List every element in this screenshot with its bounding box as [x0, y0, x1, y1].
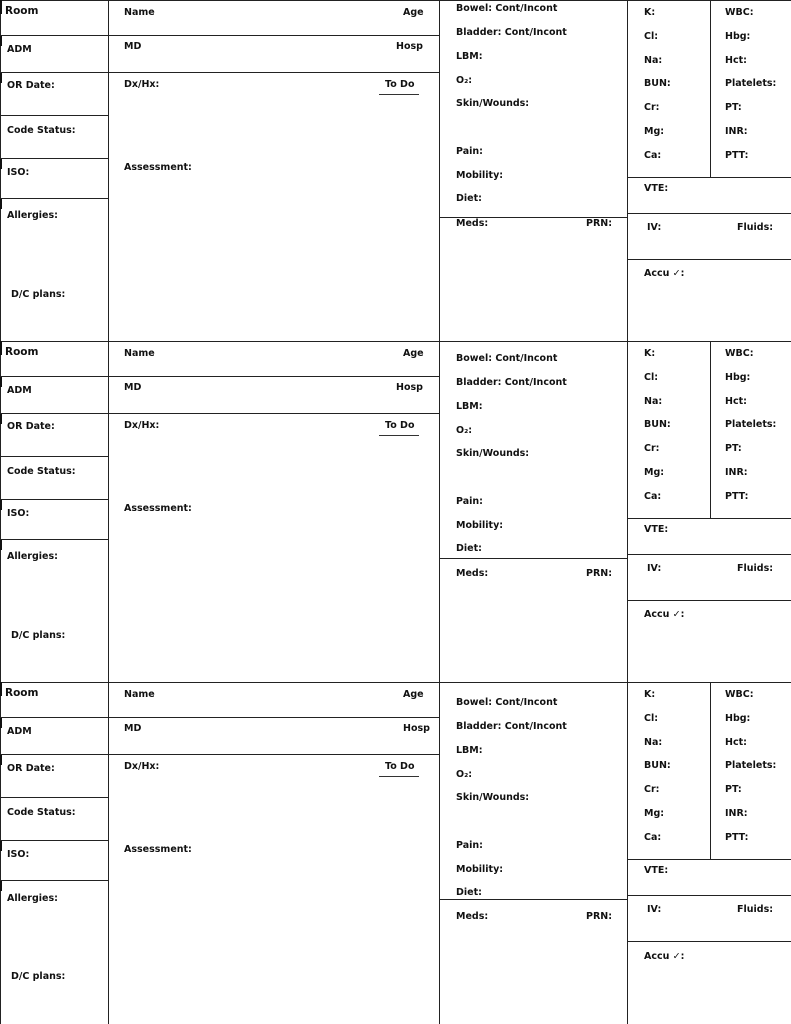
vte-label: VTE: — [644, 865, 669, 876]
hct-label: Hct: — [725, 55, 747, 66]
fluids-label: Fluids: — [737, 222, 774, 233]
divider — [627, 341, 628, 682]
divider — [0, 376, 108, 377]
hbg-label: Hbg: — [725, 31, 751, 42]
mobility-label: Mobility: — [456, 520, 504, 531]
age-label: Age — [403, 348, 424, 359]
age-label: Age — [403, 689, 424, 700]
pt-label: PT: — [725, 102, 742, 113]
fluids-label: Fluids: — [737, 563, 774, 574]
bladder-label: Bladder: Cont/Incont — [456, 377, 567, 388]
adm-label: ADM — [7, 726, 32, 737]
inr-label: INR: — [725, 808, 748, 819]
iso-label: ISO: — [7, 849, 30, 860]
divider — [108, 72, 439, 73]
assessment-label: Assessment: — [124, 503, 192, 514]
assessment-label: Assessment: — [124, 844, 192, 855]
to-do-underline — [379, 776, 419, 777]
dc-plans-label: D/C plans: — [11, 289, 66, 300]
ptt-label: PTT: — [725, 491, 749, 502]
platelets-label: Platelets: — [725, 419, 777, 430]
dx-hx-label: Dx/Hx: — [124, 761, 160, 772]
tick-mark — [0, 199, 2, 209]
lbm-label: LBM: — [456, 51, 483, 62]
bladder-label: Bladder: Cont/Incont — [456, 721, 567, 732]
divider — [0, 72, 108, 73]
divider — [627, 0, 628, 341]
o2-label: O₂: — [456, 769, 473, 780]
divider — [627, 259, 791, 260]
skin-wounds-label: Skin/Wounds: — [456, 448, 530, 459]
divider — [439, 682, 440, 1024]
pain-label: Pain: — [456, 840, 483, 851]
divider — [0, 413, 108, 414]
divider — [627, 895, 791, 896]
accu-check-label: Accu ✓: — [644, 951, 685, 962]
divider — [0, 341, 1, 682]
adm-label: ADM — [7, 44, 32, 55]
divider — [108, 0, 109, 341]
name-label: Name — [124, 348, 155, 359]
mg-label: Mg: — [644, 467, 665, 478]
tick-mark — [0, 0, 2, 14]
bun-label: BUN: — [644, 78, 671, 89]
name-label: Name — [124, 689, 155, 700]
divider — [108, 341, 109, 682]
bladder-label: Bladder: Cont/Incont — [456, 27, 567, 38]
divider — [0, 717, 108, 718]
divider — [0, 158, 108, 159]
room-label: Room — [5, 346, 39, 358]
divider — [627, 554, 791, 555]
wbc-label: WBC: — [725, 348, 754, 359]
prn-label: PRN: — [586, 568, 613, 579]
ca-label: Ca: — [644, 491, 662, 502]
fluids-label: Fluids: — [737, 904, 774, 915]
wbc-label: WBC: — [725, 689, 754, 700]
divider — [439, 0, 440, 341]
sheet-frame — [0, 682, 791, 1023]
lbm-label: LBM: — [456, 745, 483, 756]
divider — [0, 797, 108, 798]
diet-label: Diet: — [456, 887, 482, 898]
code-status-label: Code Status: — [7, 466, 76, 477]
allergies-label: Allergies: — [7, 210, 58, 221]
cr-label: Cr: — [644, 784, 660, 795]
skin-wounds-label: Skin/Wounds: — [456, 792, 530, 803]
hbg-label: Hbg: — [725, 372, 751, 383]
patient-sheet — [0, 682, 791, 1023]
or-date-label: OR Date: — [7, 763, 55, 774]
k-label: K: — [644, 348, 656, 359]
pain-label: Pain: — [456, 146, 483, 157]
adm-label: ADM — [7, 385, 32, 396]
tick-mark — [0, 841, 2, 851]
pain-label: Pain: — [456, 496, 483, 507]
accu-check-label: Accu ✓: — [644, 609, 685, 620]
k-label: K: — [644, 689, 656, 700]
divider — [0, 456, 108, 457]
bun-label: BUN: — [644, 419, 671, 430]
ptt-label: PTT: — [725, 150, 749, 161]
wbc-label: WBC: — [725, 7, 754, 18]
to-do-label: To Do — [385, 79, 415, 90]
ptt-label: PTT: — [725, 832, 749, 843]
tick-mark — [0, 540, 2, 550]
to-do-underline — [379, 435, 419, 436]
md-label: MD — [124, 382, 142, 393]
diet-label: Diet: — [456, 543, 482, 554]
patient-sheet — [0, 0, 791, 341]
dc-plans-label: D/C plans: — [11, 971, 66, 982]
lbm-label: LBM: — [456, 401, 483, 412]
skin-wounds-label: Skin/Wounds: — [456, 98, 530, 109]
tick-mark — [0, 718, 2, 728]
inr-label: INR: — [725, 467, 748, 478]
prn-label: PRN: — [586, 911, 613, 922]
code-status-label: Code Status: — [7, 125, 76, 136]
bun-label: BUN: — [644, 760, 671, 771]
iv-label: IV: — [647, 904, 662, 915]
divider — [0, 682, 1, 1024]
code-status-label: Code Status: — [7, 807, 76, 818]
divider — [108, 754, 439, 755]
divider — [439, 558, 627, 559]
divider — [0, 341, 791, 342]
ca-label: Ca: — [644, 832, 662, 843]
tick-mark — [0, 159, 2, 169]
na-label: Na: — [644, 55, 663, 66]
name-label: Name — [124, 7, 155, 18]
tick-mark — [0, 881, 2, 891]
divider — [0, 880, 108, 881]
platelets-label: Platelets: — [725, 760, 777, 771]
cl-label: Cl: — [644, 31, 659, 42]
cr-label: Cr: — [644, 102, 660, 113]
cr-label: Cr: — [644, 443, 660, 454]
divider — [108, 413, 439, 414]
mg-label: Mg: — [644, 126, 665, 137]
hosp-label: Hosp — [403, 723, 430, 734]
tick-mark — [0, 755, 2, 765]
vte-label: VTE: — [644, 183, 669, 194]
divider — [710, 0, 711, 177]
divider — [0, 198, 108, 199]
dx-hx-label: Dx/Hx: — [124, 79, 160, 90]
mg-label: Mg: — [644, 808, 665, 819]
prn-label: PRN: — [586, 218, 613, 229]
divider — [627, 859, 791, 860]
dc-plans-label: D/C plans: — [11, 630, 66, 641]
divider — [627, 600, 791, 601]
tick-mark — [0, 341, 2, 355]
divider — [0, 840, 108, 841]
tick-mark — [0, 377, 2, 387]
hct-label: Hct: — [725, 737, 747, 748]
iv-label: IV: — [647, 563, 662, 574]
divider — [0, 35, 108, 36]
platelets-label: Platelets: — [725, 78, 777, 89]
or-date-label: OR Date: — [7, 421, 55, 432]
md-label: MD — [124, 723, 142, 734]
room-label: Room — [5, 687, 39, 699]
patient-sheet — [0, 341, 791, 682]
divider — [627, 682, 628, 1024]
inr-label: INR: — [725, 126, 748, 137]
allergies-label: Allergies: — [7, 893, 58, 904]
iso-label: ISO: — [7, 167, 30, 178]
ca-label: Ca: — [644, 150, 662, 161]
room-label: Room — [5, 5, 39, 17]
k-label: K: — [644, 7, 656, 18]
diet-label: Diet: — [456, 193, 482, 204]
tick-mark — [0, 500, 2, 510]
md-label: MD — [124, 41, 142, 52]
divider — [627, 941, 791, 942]
cl-label: Cl: — [644, 372, 659, 383]
bowel-label: Bowel: Cont/Incont — [456, 353, 558, 364]
divider — [0, 499, 108, 500]
iso-label: ISO: — [7, 508, 30, 519]
mobility-label: Mobility: — [456, 864, 504, 875]
bowel-label: Bowel: Cont/Incont — [456, 3, 558, 14]
o2-label: O₂: — [456, 425, 473, 436]
divider — [108, 376, 439, 377]
age-label: Age — [403, 7, 424, 18]
divider — [0, 682, 791, 683]
assessment-label: Assessment: — [124, 162, 192, 173]
or-date-label: OR Date: — [7, 80, 55, 91]
divider — [0, 0, 1, 341]
na-label: Na: — [644, 396, 663, 407]
allergies-label: Allergies: — [7, 551, 58, 562]
divider — [0, 539, 108, 540]
meds-label: Meds: — [456, 568, 489, 579]
divider — [439, 341, 440, 682]
to-do-underline — [379, 94, 419, 95]
divider — [0, 0, 791, 1]
o2-label: O₂: — [456, 75, 473, 86]
iv-label: IV: — [647, 222, 662, 233]
divider — [439, 899, 627, 900]
meds-label: Meds: — [456, 218, 489, 229]
divider — [710, 341, 711, 518]
divider — [0, 754, 108, 755]
tick-mark — [0, 414, 2, 424]
tick-mark — [0, 73, 2, 83]
pt-label: PT: — [725, 784, 742, 795]
accu-check-label: Accu ✓: — [644, 268, 685, 279]
divider — [627, 518, 791, 519]
divider — [108, 35, 439, 36]
to-do-label: To Do — [385, 761, 415, 772]
divider — [627, 213, 791, 214]
divider — [627, 177, 791, 178]
bowel-label: Bowel: Cont/Incont — [456, 697, 558, 708]
divider — [0, 115, 108, 116]
cl-label: Cl: — [644, 713, 659, 724]
hct-label: Hct: — [725, 396, 747, 407]
dx-hx-label: Dx/Hx: — [124, 420, 160, 431]
hosp-label: Hosp — [396, 382, 423, 393]
pt-label: PT: — [725, 443, 742, 454]
to-do-label: To Do — [385, 420, 415, 431]
tick-mark — [0, 36, 2, 46]
divider — [108, 717, 439, 718]
hosp-label: Hosp — [396, 41, 423, 52]
vte-label: VTE: — [644, 524, 669, 535]
divider — [710, 682, 711, 859]
divider — [108, 682, 109, 1024]
na-label: Na: — [644, 737, 663, 748]
mobility-label: Mobility: — [456, 170, 504, 181]
hbg-label: Hbg: — [725, 713, 751, 724]
meds-label: Meds: — [456, 911, 489, 922]
tick-mark — [0, 682, 2, 696]
